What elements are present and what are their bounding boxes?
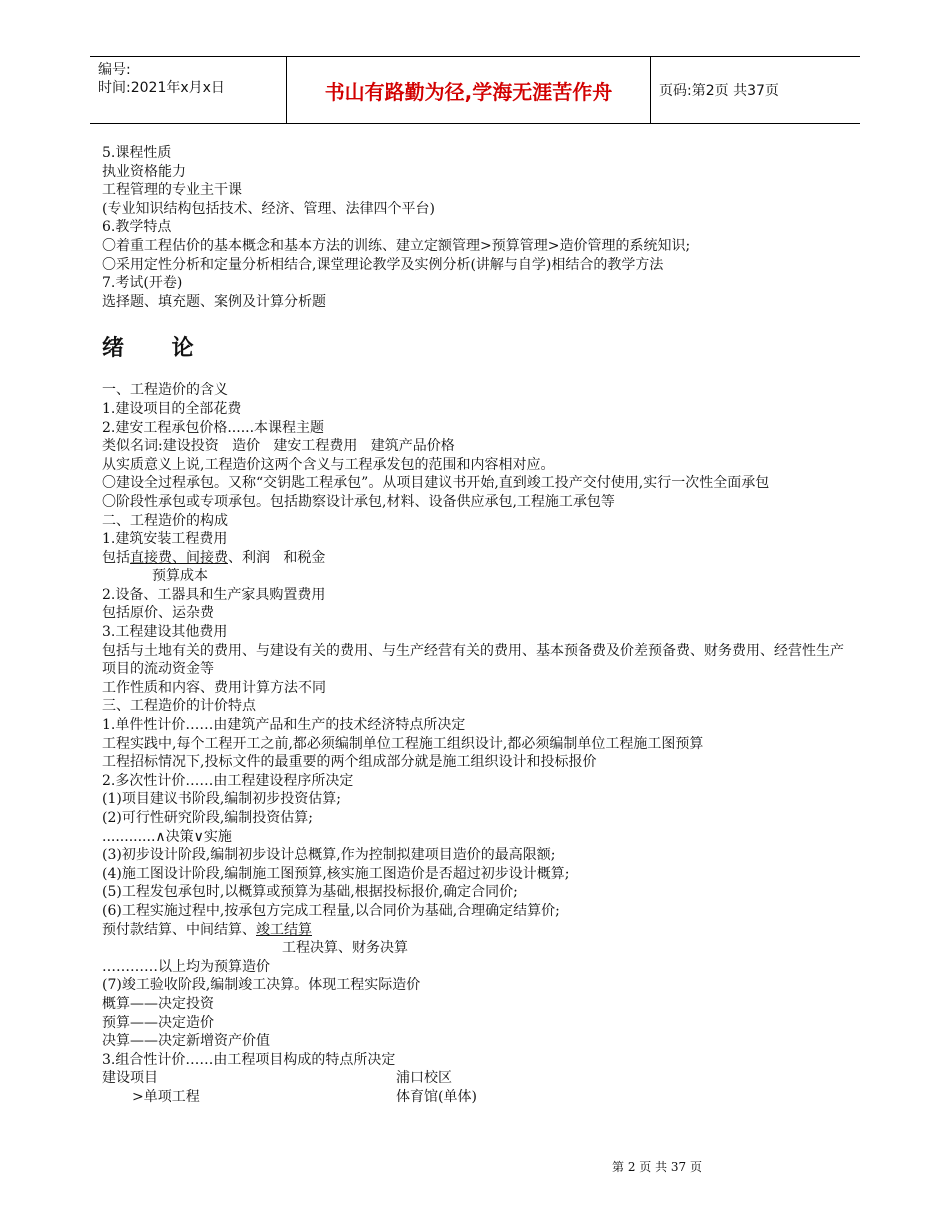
include-suffix: 、利润 和税金 — [228, 549, 326, 566]
text-line: 〇采用定性分析和定量分析相结合,课堂理论教学及实例分析(讲解与自学)相结合的教学方法 — [102, 256, 664, 273]
decision-line: ............∧决策∨实施 — [102, 828, 232, 845]
text-line: 6.教学特点 — [102, 219, 172, 236]
text-line: 从实质意义上说,工程造价这两个含义与工程承发包的范围和内容相对应。 — [102, 456, 555, 473]
hierarchy-level: 建设项目 — [102, 1070, 158, 1087]
text-line: …………以上均为预算造价 — [102, 958, 270, 975]
text-line: (7)竣工验收阶段,编制竣工决算。体现工程实际造价 — [102, 977, 421, 994]
text-line: 三、工程造价的计价特点 — [102, 698, 256, 715]
hierarchy-example: 浦口校区 — [396, 1070, 452, 1087]
text-line: 1.单件性计价……由建筑产品和生产的技术经济特点所决定 — [102, 717, 466, 734]
text-line: 1.建筑安装工程费用 — [102, 531, 228, 548]
underlined-costs: 直接费、间接费 — [130, 549, 228, 566]
main-section — [102, 381, 854, 1106]
settlement-line — [102, 921, 854, 940]
header-meta — [90, 57, 286, 123]
page-footer: 第 2 页 共 37 页 — [612, 1160, 702, 1174]
final-accounts-note: 工程决算、财务决算 — [282, 940, 408, 957]
settlement-prefix: 预付款结算、中间结算、 — [102, 921, 256, 938]
text-line: 3.工程建设其他费用 — [102, 624, 228, 641]
header-page-info: 页码:第2页 共37页 — [659, 83, 779, 99]
text-line: (1)项目建议书阶段,编制初步投资估算; — [102, 791, 341, 808]
text-line: 7.考试(开卷) — [102, 275, 183, 292]
text-line: 〇着重工程估价的基本概念和基本方法的训练、建立定额管理>预算管理>造价管理的系统知识; — [102, 237, 691, 254]
text-line: 选择题、填充题、案例及计算分析题 — [102, 293, 326, 310]
header-motto: 书山有路勤为径,学海无涯苦作舟 — [286, 57, 651, 123]
budget-cost-note: 预算成本 — [152, 568, 208, 585]
include-line — [102, 549, 854, 568]
text-line: 〇建设全过程承包。又称“交钥匙工程承包”。从项目建议书开始,直到竣工投产交付使用,实行一次性全面承包 — [102, 475, 770, 492]
completion-settlement: 竣工结算 — [256, 921, 312, 938]
include-prefix: 包括 — [102, 549, 130, 566]
intro-section — [102, 144, 854, 311]
text-line: (2)可行性研究阶段,编制投资估算; — [102, 810, 313, 826]
text-line: 〇阶段性承包或专项承包。包括勘察设计承包,材料、设备供应承包,工程施工承包等 — [102, 493, 615, 510]
text-line: (5)工程发包承包时,以概算或预算为基础,根据投标报价,确定合同价; — [102, 884, 518, 901]
hierarchy-row — [102, 1069, 854, 1088]
text-line: 一、工程造价的含义 — [102, 382, 228, 399]
text-line: 概算——决定投资 — [102, 995, 214, 1012]
time-label: 时间:2021年x月x日 — [98, 80, 225, 96]
code-label: 编号: — [98, 62, 131, 78]
text-line: 包括原价、运杂费 — [102, 605, 214, 622]
page-header — [90, 56, 860, 124]
hierarchy-level: >单项工程 — [132, 1088, 200, 1105]
text-line: 决算——决定新增资产价值 — [102, 1033, 270, 1050]
text-line: 二、工程造价的构成 — [102, 512, 228, 529]
text-line: (4)施工图设计阶段,编制施工图预算,核实施工图造价是否超过初步设计概算; — [102, 865, 570, 882]
text-line: 工程管理的专业主干课 — [102, 182, 242, 199]
text-line: 预算——决定造价 — [102, 1014, 214, 1031]
text-line: 2.设备、工器具和生产家具购置费用 — [102, 586, 326, 603]
hierarchy-example: 体育馆(单体) — [396, 1088, 477, 1105]
text-line: 2.建安工程承包价格......本课程主题 — [102, 419, 325, 436]
text-line: 3.组合性计价……由工程项目构成的特点所决定 — [102, 1051, 396, 1068]
text-line: (6)工程实施过程中,按承包方完成工程量,以合同价为基础,合理确定结算价; — [102, 902, 560, 919]
text-line: (3)初步设计阶段,编制初步设计总概算,作为控制拟建项目造价的最高限额; — [102, 847, 556, 864]
text-line: 工作性质和内容、费用计算方法不同 — [102, 679, 326, 696]
text-line: 类似名词:建设投资 造价 建安工程费用 建筑产品价格 — [102, 438, 455, 455]
text-line: 工程招标情况下,投标文件的最重要的两个组成部分就是施工组织设计和投标报价 — [102, 754, 597, 771]
text-line: (专业知识结构包括技术、经济、管理、法律四个平台) — [102, 200, 435, 217]
text-line: 5.课程性质 — [102, 145, 172, 161]
text-line: 包括与土地有关的费用、与建设有关的费用、与生产经营有关的费用、基本预备费及价差预备费、财务费用、经营性生产项目的流动资金等 — [102, 642, 844, 678]
document-body — [102, 144, 854, 1107]
text-line: 1.建设项目的全部花费 — [102, 400, 242, 417]
text-line: 2.多次性计价……由工程建设程序所决定 — [102, 772, 354, 789]
section-title: 绪 论 — [102, 336, 214, 362]
text-line: 工程实践中,每个工程开工之前,都必须编制单位工程施工组织设计,都必须编制单位工程施工图预算 — [102, 735, 704, 752]
hierarchy-row — [102, 1088, 854, 1107]
text-line: 执业资格能力 — [102, 163, 186, 180]
